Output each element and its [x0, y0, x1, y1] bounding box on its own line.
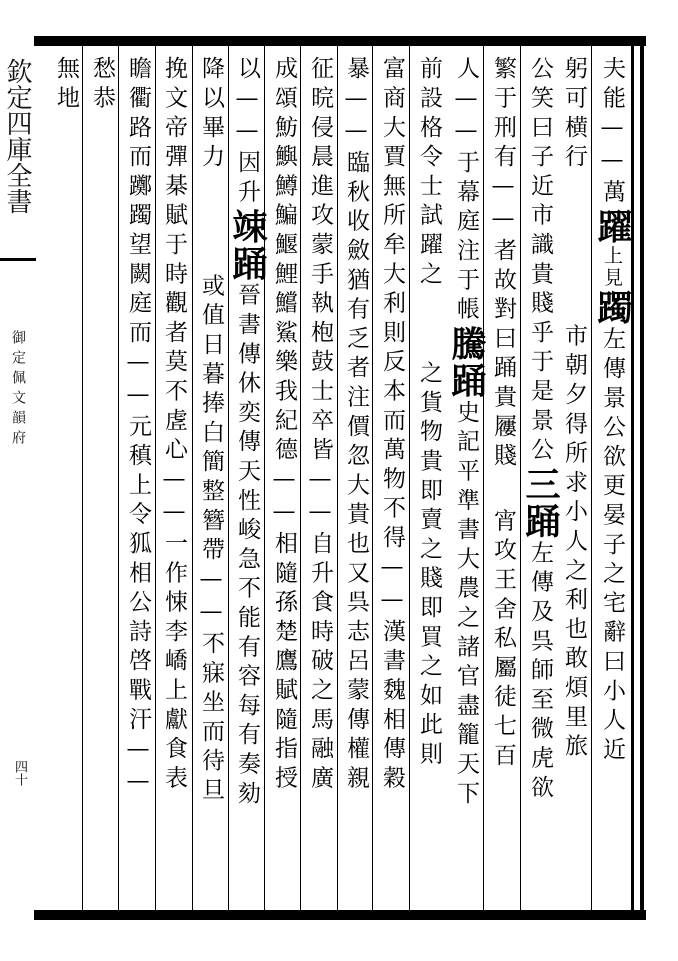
column-rule — [155, 46, 156, 910]
gutter-book-label: 御定佩文韻府 — [10, 330, 26, 450]
text-column-1: 夫能——萬躍上見躅左傳景公欲更晏子之宅辭曰小人近 — [592, 56, 633, 766]
text-column-10: 成頌魴鱮鱒鯿鰋鯉鱨鯊樂我紀德——相隨孫楚鷹賦隨指授 — [271, 56, 297, 795]
column-rule — [228, 46, 229, 910]
column-rule — [192, 46, 193, 910]
gutter-page-number: 四十 — [12, 760, 27, 786]
text-column-15: 愁恭 — [89, 56, 115, 115]
column-rule — [118, 46, 119, 910]
text-column-6: 前設格令士試躍之之貨物貴即賣之賤即買之如此則 — [416, 56, 442, 771]
column-rule — [483, 46, 484, 910]
column-rule — [264, 46, 265, 910]
text-column-9: 征晥侵晨進攻蒙手執枹鼓士卒皆——自升食時破之馬融廣 — [307, 56, 333, 795]
column-rule — [82, 46, 83, 910]
column-rule — [591, 46, 592, 910]
gutter-divider — [0, 258, 36, 261]
frame-right-border — [640, 36, 644, 920]
text-column-2: 躬可横行市朝夕得所求小人之利也敢煩里旅 — [561, 56, 587, 763]
gutter-title: 欽定四庫全書 — [2, 58, 32, 214]
text-column-4: 繁于刑有——者故對曰踊貴屨賤宵攻王舍私屬徒七百 — [490, 56, 516, 772]
column-rule — [409, 46, 410, 910]
text-column-8: 暴——臨秋收斂猶有乏者注價忽大貴也又呉志呂蒙傳權親 — [343, 56, 369, 795]
column-rule — [337, 46, 338, 910]
text-column-12: 降以畢力或值日暮捧白簡整簪帶——不寐坐而待旦 — [198, 56, 224, 807]
text-column-5: 人——于幕庭注于帳騰踊史記平準書大農之諸官盡籠天下 — [446, 56, 487, 810]
text-column-7: 富商大賈無所牟大利則反本而萬物不得——漢書魏相傳穀 — [379, 56, 405, 795]
column-rule — [372, 46, 373, 910]
frame-right-line — [631, 36, 634, 920]
text-column-11: 以——因升竦踊晉書傳休奕傳天性峻急不能有容每有奏劾 — [227, 56, 268, 810]
text-column-13: 挽文帝彈棊賦于時觀者莫不虗心——一作悚李嶠上獻食表 — [161, 56, 187, 795]
text-column-3: 公笑曰子近市識貴賤乎于是景公三踊左傳及呉師至微虎欲 — [520, 56, 561, 804]
text-column-14: 瞻衢路而躑躅望闕庭而——元稹上令狐相公詩啓戰汗—— — [125, 56, 151, 801]
frame-bottom-bar — [34, 910, 646, 920]
frame-top-bar — [34, 36, 646, 46]
text-column-16: 無地 — [53, 56, 79, 115]
column-rule — [300, 46, 301, 910]
page-gutter — [0, 0, 36, 961]
